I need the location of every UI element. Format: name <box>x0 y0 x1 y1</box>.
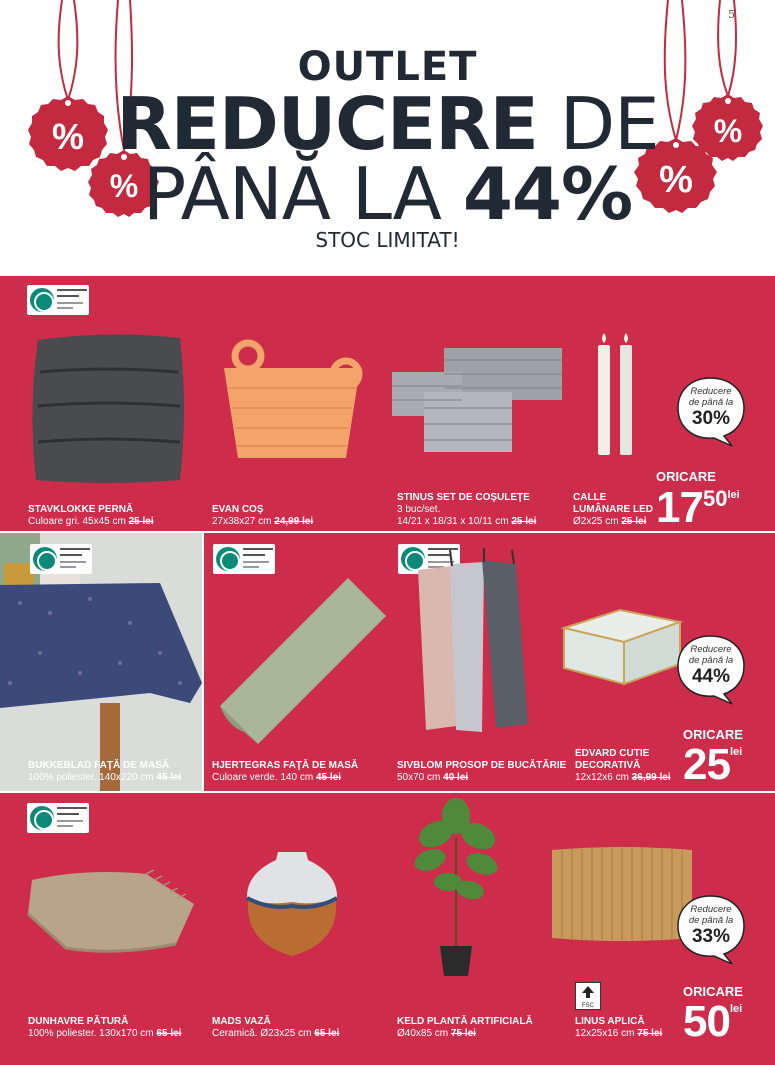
percent-symbol: % <box>51 116 85 157</box>
product-desc: 50x70 cm 40 lei <box>397 772 469 783</box>
product-name: EVAN COŞ <box>212 504 264 515</box>
product-desc-line-1: 3 buc/set. <box>397 504 441 515</box>
price-currency: lei <box>727 489 740 501</box>
old-price: 75 lei <box>637 1028 663 1039</box>
old-price: 24,99 lei <box>274 516 314 527</box>
bubble-text <box>678 644 744 688</box>
price-main: 25 <box>683 740 730 789</box>
product-desc: 27x38x27 cm 24,99 lei <box>212 516 314 527</box>
fsc-label: FSC <box>582 1003 594 1009</box>
bubble-line-1: Reducere <box>690 644 732 655</box>
old-price: 25 lei <box>128 516 154 527</box>
product-desc: 100% poliester. 130x170 cm 65 lei <box>28 1028 182 1039</box>
blanket-photo <box>26 868 196 958</box>
product-name-line-1: EDVARD CUTIE <box>575 748 650 759</box>
price-main: 17 <box>656 483 703 532</box>
product-name: SIVBLOM PROSOP DE BUCĂTĂRIE <box>397 760 567 771</box>
headline-light-2: PÂNĂ LA <box>142 152 441 236</box>
headline-bold-2: 44% <box>462 152 633 236</box>
product-desc: 14/21 x 18/31 x 10/11 cm 25 lei <box>397 516 537 527</box>
oricare-label: ORICARE <box>683 727 743 742</box>
price-currency: lei <box>729 746 743 758</box>
product-desc: 100% poliester. 140x220 cm 45 lei <box>28 772 182 783</box>
kitchen-towels-photo <box>412 546 534 746</box>
artificial-plant-photo <box>408 798 508 978</box>
product-desc: Ceramică. Ø23x25 cm 65 lei <box>212 1028 340 1039</box>
oeko-tex-badge <box>30 544 92 574</box>
bubble-line-2: de până la <box>688 655 734 666</box>
product-desc: Ø40x85 cm 75 lei <box>397 1028 476 1039</box>
old-price: 40 lei <box>443 772 469 783</box>
green-tablecloth-photo <box>218 576 388 746</box>
fsc-tree-icon <box>578 985 598 999</box>
svg-text:%: % <box>109 168 139 204</box>
old-price: 65 lei <box>156 1028 182 1039</box>
headline-light-1: DE <box>559 82 659 166</box>
bubble-percent: 30% <box>691 408 731 429</box>
product-desc: 12x25x16 cm 75 lei <box>575 1028 663 1039</box>
bubble-percent: 33% <box>691 926 731 947</box>
offer-price <box>683 740 743 789</box>
product-grid <box>0 276 775 1065</box>
price-main: 50 <box>683 997 730 1046</box>
product-name: BUKKEBLAD FAŢĂ DE MASĂ <box>28 760 170 771</box>
oricare-label: ORICARE <box>683 984 743 999</box>
oeko-tex-badge <box>27 803 89 833</box>
row-divider <box>0 791 775 793</box>
product-desc: Culoare gri. 45x45 cm 25 lei <box>28 516 154 527</box>
glass-box-photo <box>560 606 684 688</box>
old-price: 25 lei <box>511 516 537 527</box>
product-name: LINUS APLICĂ <box>575 1016 645 1027</box>
led-candles-photo <box>592 331 640 456</box>
price-currency: lei <box>729 1003 743 1015</box>
price-decimals: 50 <box>702 486 728 511</box>
oeko-tex-badge <box>213 544 275 574</box>
product-name: STAVKLOKKE PERNĂ <box>28 504 134 515</box>
stock-limited-label: STOC LIMITAT! <box>315 228 460 252</box>
bubble-line-2: de până la <box>688 915 734 926</box>
bubble-text <box>678 904 744 948</box>
bubble-text <box>678 386 744 430</box>
outlet-title: OUTLET <box>297 44 478 90</box>
bubble-line-1: Reducere <box>690 386 732 397</box>
old-price: 45 lei <box>315 772 341 783</box>
svg-text:%: % <box>713 113 743 149</box>
svg-text:%: % <box>659 159 693 201</box>
headline-line-2 <box>0 154 775 234</box>
product-name: DECORATIVĂ <box>575 760 641 771</box>
product-name: STINUS SET DE COŞULEŢE <box>397 492 530 503</box>
product-name: HJERTEGRAS FAŢĂ DE MASĂ <box>212 760 359 771</box>
offer-price <box>656 483 740 532</box>
oeko-tex-badge <box>27 285 89 315</box>
old-price: 65 lei <box>314 1028 340 1039</box>
oricare-label: ORICARE <box>656 469 716 484</box>
old-price: 45 lei <box>156 772 182 783</box>
vase-photo <box>244 848 340 958</box>
bubble-line-1: Reducere <box>690 904 732 915</box>
product-name: LUMÂNARE LED <box>573 504 653 515</box>
product-desc: 12x12x6 cm 36,99 lei <box>575 772 671 783</box>
wall-lamp-photo <box>548 844 694 944</box>
bubble-line-2: de până la <box>688 397 734 408</box>
product-name: MADS VAZĂ <box>212 1016 271 1027</box>
headline-bold-1: REDUCERE <box>116 82 538 166</box>
fsc-badge <box>575 982 601 1010</box>
basket-photo <box>218 338 366 462</box>
product-name: DUNHAVRE PĂTURĂ <box>28 1016 129 1027</box>
old-price: 75 lei <box>450 1028 476 1039</box>
column-divider <box>202 533 204 791</box>
product-name: KELD PLANTĂ ARTIFICIALĂ <box>397 1016 533 1027</box>
offer-price <box>683 997 743 1046</box>
product-desc: Ø2x25 cm 25 lei <box>573 516 647 527</box>
cushion-photo <box>30 334 186 484</box>
old-price: 25 lei <box>621 516 647 527</box>
product-name-line-1: CALLE <box>573 492 607 503</box>
old-price: 36,99 lei <box>631 772 671 783</box>
baskets-set-photo <box>390 346 566 456</box>
page-number: 5 <box>728 8 735 21</box>
product-desc: Culoare verde. 140 cm 45 lei <box>212 772 341 783</box>
bubble-percent: 44% <box>691 666 731 687</box>
